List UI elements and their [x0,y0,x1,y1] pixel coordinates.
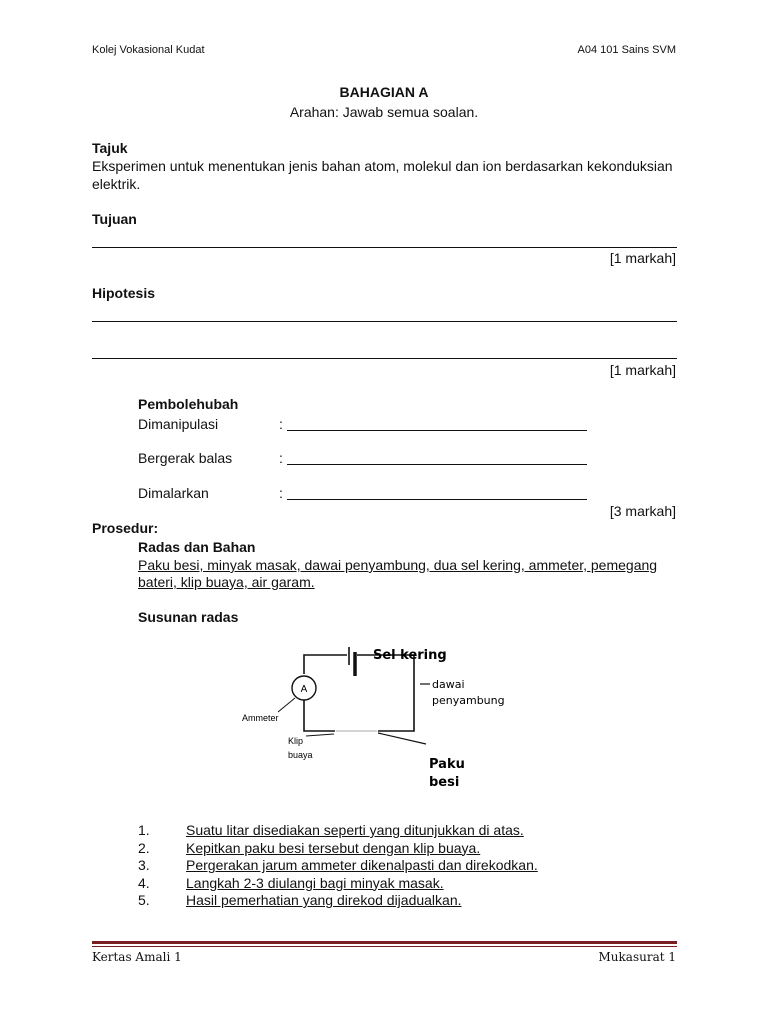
besi-label: besi [429,775,460,790]
step-text: Hasil pemerhatian yang direkod dijadualkan. [186,892,462,908]
procedure-steps [138,822,538,910]
circuit-diagram [230,632,550,802]
klip-label: Klip [288,736,304,746]
tajuk-label: Tajuk [92,140,128,156]
radas-text-line1: Paku besi, minyak masak, dawai penyambung, dua sel kering, ammeter, pemegang [138,557,658,573]
wire-left [304,700,335,731]
procedure-step [138,875,538,893]
footer-rule-thick [92,941,677,944]
dimalarkan-colon: : [279,485,283,501]
ammeter-pointer [278,698,295,712]
radas-text-line2: bateri, klip buaya, air garam. [138,574,315,590]
hipotesis-label: Hipotesis [92,285,156,301]
instruction-text: Arahan: Jawab semua soalan. [289,104,479,120]
procedure-step [138,822,538,840]
paku-label: Paku [429,757,465,772]
section-title: BAHAGIAN A [339,84,429,100]
footer-page-number: Mukasurat 1 [598,950,676,964]
hipotesis-answer-line-2[interactable] [92,358,677,359]
bergerak-balas-label: Bergerak balas [138,450,233,466]
tajuk-text-line2: elektrik. [92,176,141,192]
step-text: Suatu litar disediakan seperti yang ditunjukkan di atas. [186,822,524,838]
penyambung-label: penyambung [432,694,505,707]
procedure-step [138,857,538,875]
step-text: Pergerakan jarum ammeter dikenalpasti dan direkodkan. [186,857,538,873]
header-course: A04 101 Sains SVM [577,44,676,56]
radas-label: Radas dan Bahan [138,539,256,555]
bergerak-balas-answer-line[interactable] [287,464,587,465]
susunan-radas-label: Susunan radas [138,609,239,625]
klip-pointer [306,734,334,736]
sel-kering-label: Sel kering [373,648,447,663]
step-number: 1. [138,822,150,838]
dimanipulasi-colon: : [279,416,283,432]
pembolehubah-marks: [3 markah] [609,503,676,519]
prosedur-label: Prosedur: [92,520,159,536]
tujuan-marks: [1 markah] [609,250,676,266]
procedure-step [138,840,538,858]
buaya-label: buaya [288,750,313,760]
wire-top-left [304,655,347,674]
step-number: 3. [138,857,150,873]
step-number: 5. [138,892,150,908]
hipotesis-answer-line-1[interactable] [92,321,677,322]
step-number: 4. [138,874,150,891]
tajuk-text-line1: Eksperimen untuk menentukan jenis bahan atom, molekul dan ion berdasarkan kekonduksian [92,158,673,174]
dimalarkan-label: Dimalarkan [138,485,209,501]
dimanipulasi-label: Dimanipulasi [138,416,219,432]
paku-pointer [378,733,426,744]
tujuan-answer-line[interactable] [92,247,677,248]
procedure-step [138,892,538,910]
step-text: Langkah 2-3 diulangi bagi minyak masak. [186,874,444,891]
dimalarkan-answer-line[interactable] [287,499,587,500]
dawai-label: dawai [432,678,465,691]
ammeter-label: Ammeter [242,713,279,723]
ammeter-symbol: A [300,684,308,695]
dimanipulasi-answer-line[interactable] [287,430,587,431]
wire-top-right [357,655,414,731]
footer-rule-thin [92,946,677,947]
tujuan-label: Tujuan [92,211,137,227]
hipotesis-marks: [1 markah] [609,362,676,378]
footer-paper-name: Kertas Amali 1 [92,950,182,964]
header-school: Kolej Vokasional Kudat [92,44,205,56]
step-text: Kepitkan paku besi tersebut dengan klip buaya. [186,839,481,856]
bergerak-balas-colon: : [279,450,283,466]
pembolehubah-label: Pembolehubah [138,396,239,412]
step-number: 2. [138,839,150,856]
